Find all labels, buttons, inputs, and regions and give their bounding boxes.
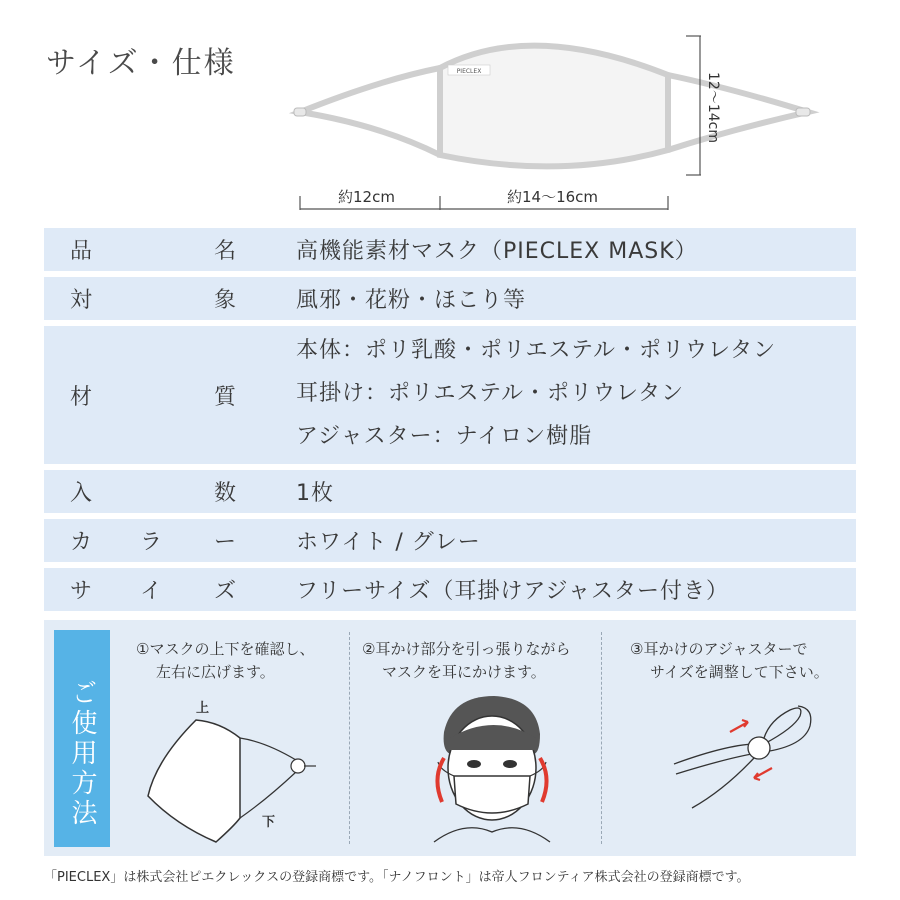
right-adjuster (796, 108, 810, 116)
spec-key: サ (70, 579, 93, 604)
spec-value: ホワイト / グレー (296, 530, 481, 555)
spec-key: カ (70, 530, 93, 555)
spec-key: イ (140, 579, 163, 604)
step-divider (601, 632, 602, 844)
page-title: サイズ・仕様 (46, 46, 236, 81)
spec-value: アジャスター：ナイロン樹脂 (296, 424, 593, 449)
wearing-mask-illustration (404, 692, 574, 852)
width-center-label: 約14〜16cm (507, 188, 599, 206)
spec-value: 1枚 (296, 481, 334, 506)
spec-key: 入 (70, 481, 93, 506)
spec-value: 風邪・花粉・ほこり等 (296, 288, 527, 313)
spec-key: 質 (214, 384, 237, 410)
usage-heading: ご使用方法 (54, 630, 110, 847)
spec-value-list (296, 329, 776, 458)
spec-value: フリーサイズ（耳掛けアジャスター付き） (296, 579, 730, 604)
spec-key: 品 (70, 239, 93, 264)
mask-body (440, 46, 668, 167)
usage-panel (44, 620, 856, 856)
left-adjuster (294, 108, 306, 116)
spec-key: ラ (140, 530, 163, 555)
width-side-label: 約12cm (338, 188, 395, 206)
spec-row (44, 277, 856, 320)
step-divider (349, 632, 350, 844)
spec-key: 対 (70, 288, 93, 313)
spec-value: 本体：ポリ乳酸・ポリエステル・ポリウレタン (296, 338, 777, 363)
brand-tag-text: PIECLEX (456, 68, 482, 75)
spec-key: 材 (70, 384, 93, 410)
spec-key: ー (214, 530, 237, 555)
usage-step-3 (630, 638, 829, 684)
usage-step-1 (136, 638, 314, 684)
spec-row (44, 568, 856, 611)
mask-unfold-illustration (136, 700, 346, 850)
spec-row (44, 326, 856, 464)
spec-key: 名 (214, 239, 237, 264)
adjuster-illustration (664, 698, 844, 848)
spec-key: 数 (214, 481, 237, 506)
right-ear-loop (668, 75, 808, 150)
left-ear-loop (300, 68, 440, 155)
step-text-line1: ①マスクの上下を確認し、 (136, 640, 315, 658)
trademark-footnote: 「PIECLEX」は株式会社ピエクレックスの登録商標です。「ナノフロント」は帝人フロンティア株式会社の登録商標です。 (44, 870, 750, 885)
mask-size-diagram (0, 0, 900, 225)
bottom-label: 下 (262, 815, 276, 830)
spec-row (44, 228, 856, 271)
spec-key: ズ (214, 579, 237, 604)
spec-key: 象 (214, 288, 237, 313)
spec-value: 高機能素材マスク（PIECLEX MASK） (296, 239, 698, 264)
spec-value: 耳掛け：ポリエステル・ポリウレタン (296, 381, 685, 406)
step-text-line2: マスクを耳にかけます。 (382, 663, 546, 681)
spec-table (44, 228, 856, 617)
step-text-line2: 左右に広げます。 (156, 663, 275, 681)
usage-step-2 (362, 638, 570, 684)
top-label: 上 (196, 701, 210, 716)
mask-outline-drawing (0, 0, 900, 225)
height-label: 12〜14cm (705, 72, 721, 143)
spec-row (44, 470, 856, 513)
step-text-line2: サイズを調整して下さい。 (650, 663, 829, 681)
step-text-line1: ③耳かけのアジャスターで (630, 640, 808, 658)
spec-row (44, 519, 856, 562)
step-text-line1: ②耳かけ部分を引っ張りながら (362, 640, 571, 658)
